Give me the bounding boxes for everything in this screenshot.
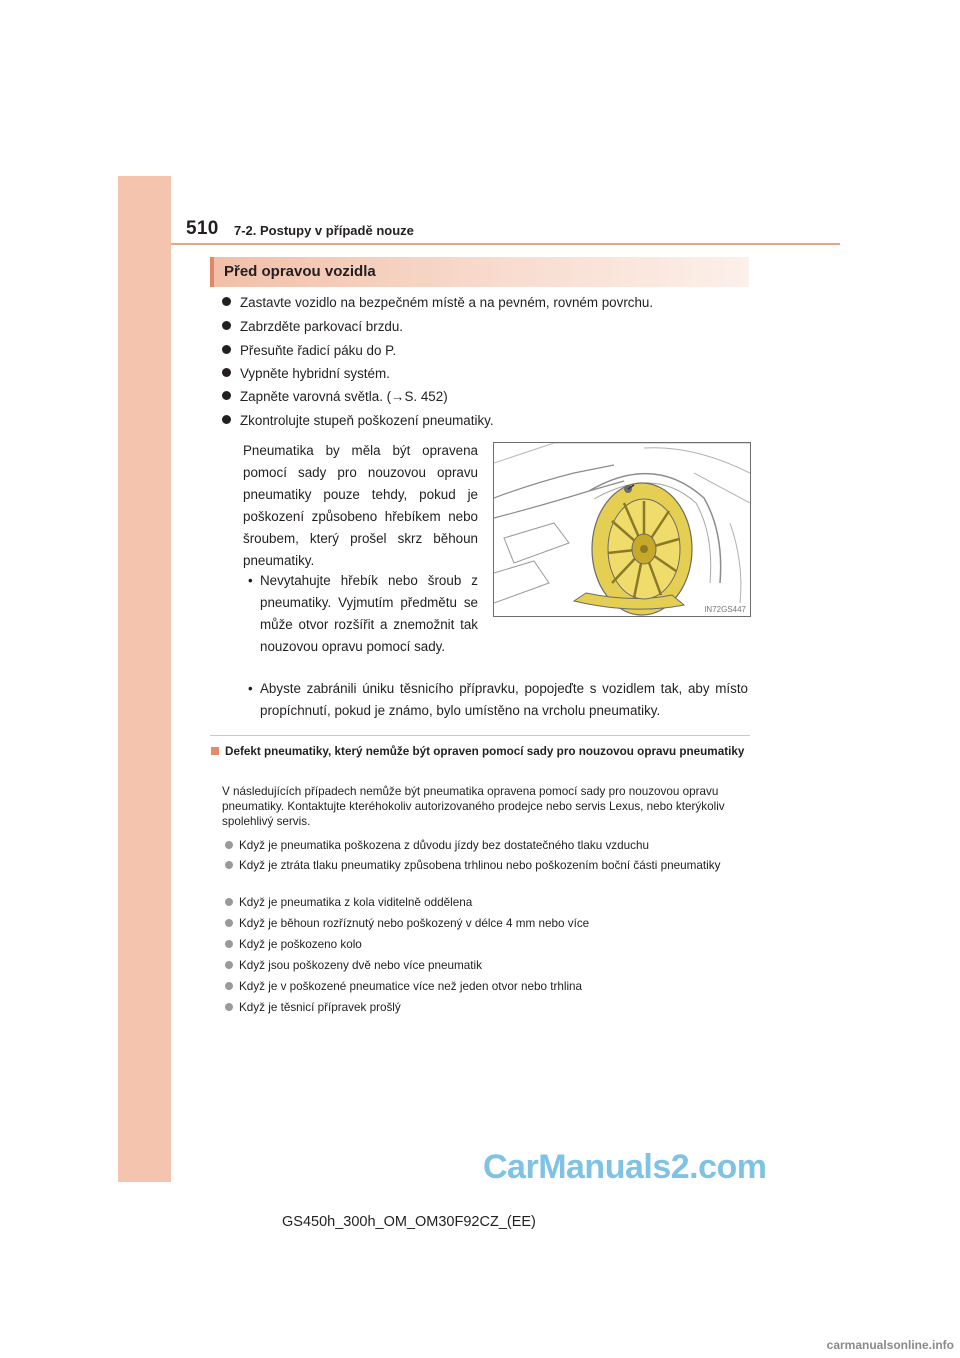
tire-illustration-svg (494, 443, 750, 616)
step-text: Zkontrolujte stupeň poškození pneumatiky. (240, 413, 494, 428)
condition-item (225, 838, 751, 853)
step-text: Zabrzděte parkovací brzdu. (240, 319, 404, 334)
sub-bullet-marker: • (248, 573, 253, 588)
step-text: Přesuňte řadicí páku do P. (240, 343, 397, 358)
bullet-icon (222, 368, 231, 377)
chapter-sidebar-tab (118, 176, 171, 1182)
tire-illustration (493, 442, 751, 617)
watermark-site: carmanualsonline.info (826, 1338, 954, 1352)
document-footer: GS450h_300h_OM_OM30F92CZ_(EE) (282, 1214, 536, 1230)
condition-bullet-icon (225, 961, 233, 969)
condition-bullet-icon (225, 919, 233, 927)
condition-text: Když je pneumatika z kola viditelně oddělena (239, 896, 473, 909)
sub-bullet-text: Nevytahujte hřebík nebo šroub z pneumatiky. Vyjmutím předmětu se může otvor rozšířit a znemožnit tak nouzovou opravu pomocí sady. (260, 573, 478, 654)
condition-item (225, 895, 751, 910)
bullet-icon (222, 297, 231, 306)
step-item (222, 365, 390, 383)
condition-text: Když je pneumatika poškozena z důvodu jízdy bez dostatečného tlaku vzduchu (239, 839, 649, 852)
condition-item (225, 979, 751, 994)
note-divider (210, 735, 750, 736)
section-heading (210, 257, 749, 287)
step-item (222, 412, 494, 430)
condition-bullet-icon (225, 898, 233, 906)
condition-item (225, 858, 765, 873)
sub-bullet-item (248, 678, 748, 722)
sub-bullet-text: Abyste zabránili úniku těsnicího přípravku, popojeďte s vozidlem tak, aby místo propíchnutí, pokud je známo, bylo umístěno na vrcholu pneumatiky. (260, 681, 748, 718)
note-title (211, 744, 751, 759)
step-item (222, 294, 653, 312)
condition-text: Když je poškozeno kolo (239, 938, 362, 951)
figure-code: IN72GS447 (704, 605, 746, 614)
condition-text: Když jsou poškozeny dvě nebo více pneumatik (239, 959, 482, 972)
step-text: Zastavte vozidlo na bezpečném místě a na pevném, rovném povrchu. (240, 295, 654, 310)
note-body: V následujících případech nemůže být pneumatika opravena pomocí sady pro nouzovou opravu pneumatiky. Kontaktujte kteréhokoliv autorizovaného prodejce nebo servis Lexus, nebo kterýkoliv spolehlivý servis. (222, 785, 725, 828)
note-title-text: Defekt pneumatiky, který nemůže být opraven pomocí sady pro nouzovou opravu pneumatiky (225, 745, 745, 758)
condition-bullet-icon (225, 841, 233, 849)
tire-damage-paragraph: Pneumatika by měla být opravena pomocí sady pro nouzovou opravu pneumatiky pouze tehdy, pokud je poškození způsobeno hřebíkem nebo šroubem, který prošel skrz běhoun pneumatiky. (243, 443, 478, 568)
condition-text: Když je v poškozené pneumatice více než jeden otvor nebo trhlina (239, 980, 583, 993)
step-text: Zapněte varovná světla. (→S. 452) (240, 389, 448, 404)
condition-text: Když je těsnicí přípravek prošlý (239, 1001, 401, 1014)
step-item (222, 342, 396, 360)
condition-bullet-icon (225, 940, 233, 948)
sub-bullet-marker: • (248, 681, 253, 696)
heading-accent (210, 257, 214, 287)
condition-text: Když je ztráta tlaku pneumatiky způsobena trhlinou nebo poškozením boční části pneumatiky (239, 859, 721, 872)
condition-bullet-icon (225, 1003, 233, 1011)
step-item (222, 388, 448, 406)
condition-item (225, 916, 751, 931)
condition-bullet-icon (225, 982, 233, 990)
step-item (222, 318, 403, 336)
bullet-icon (222, 415, 231, 424)
watermark-brand: CarManuals2.com (483, 1148, 767, 1186)
step-text: Vypněte hybridní systém. (240, 366, 390, 381)
section-heading-text: Před opravou vozidla (224, 263, 376, 280)
sub-bullet-item (248, 570, 478, 658)
bullet-icon (222, 391, 231, 400)
condition-bullet-icon (225, 861, 233, 869)
section-title: 7-2. Postupy v případě nouze (234, 223, 414, 238)
condition-item (225, 958, 751, 973)
condition-item (225, 1000, 751, 1015)
bullet-icon (222, 321, 231, 330)
condition-item (225, 937, 751, 952)
header-divider (171, 243, 840, 245)
page-number: 510 (186, 218, 219, 239)
bullet-icon (222, 345, 231, 354)
condition-text: Když je běhoun rozříznutý nebo poškozený v délce 4 mm nebo více (239, 917, 590, 930)
note-square-icon (211, 747, 219, 755)
